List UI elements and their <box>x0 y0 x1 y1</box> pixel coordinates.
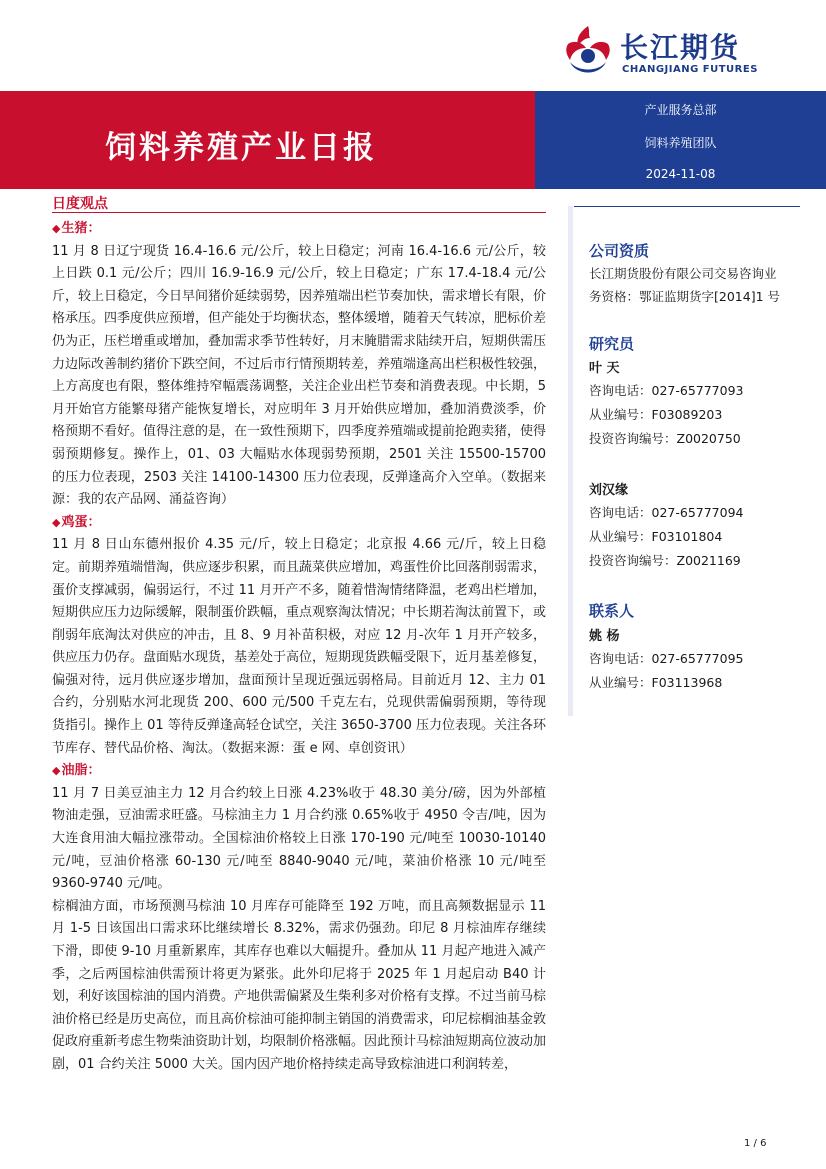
sidebar-top-rule <box>574 206 800 207</box>
report-date: 2024-11-08 <box>645 167 716 181</box>
contact-heading: 联系人 <box>589 602 635 620</box>
paragraph-pig: 11 月 8 日辽宁现货 16.4-16.6 元/公斤，较上日稳定；河南 16.4-16.6 元/公斤，较上日跌 0.1 元/公斤；四川 16.9-16.9 元/公斤，较上日稳定；广东 17.4-18.4 元/公斤，较上日稳定，今日早间猪价延续弱势，因养殖端出栏节奏加快，需求增长有限，价格承压。四季度供应预增，但产能处于均衡状态，整体缓增，随着天气转凉，肥标价差仍为正，压栏增重或增加，叠加需求季节性转好，月末腌腊需求陆续开启，短期供需压力边际改善制约猪价下跌空间，不过后市行情预期转差，养殖端逢高出栏积极性较强，上方高度也有限，整体维持窄幅震荡调整，关注企业出栏节奏和消费表现。中长期，5 月开始官方能繁母猪产能恢复增长，对应明年 3 月开始供应增加，叠加消费淡季，价格预期不看好。值得注意的是，在一致性预期下，四季度养殖端或提前抢跑卖猪，使得弱预期修复。操作上，01、03 大幅贴水体现弱势预期，2501 关注 15500-15700 的压力位表现，2503 关注 14100-14300 压力位表现，反弹逢高介入空单。（数据来源：我的农产品网、涌益咨询） <box>52 243 547 508</box>
page-number: 1 / 6 <box>744 1138 767 1149</box>
diamond-bullet-icon: ◆ <box>52 764 61 778</box>
diamond-bullet-icon: ◆ <box>52 515 61 529</box>
researcher-1-name: 叶 天 <box>589 361 620 376</box>
qualification-line-2: 务资格：鄂证监期货字[2014]1 号 <box>589 289 780 304</box>
paragraph-oil-1: 11 月 7 日美豆油主力 12 月合约较上日涨 4.23%收于 48.30 美分/磅，因为外部植物油走强，豆油需求旺盛。马棕油主力 1 月合约涨 0.65%收于 4950 令吉/吨，因为大连食用油大幅拉涨带动。全国棕油价格较上日涨 170-190 元/吨至 10030-10140 元/吨，豆油价格涨 60-130 元/吨至 8840-9040 元/吨，菜油价格涨 10 元/吨至 9360-9740 元/吨。 <box>52 785 546 892</box>
contact-1-name: 姚 杨 <box>589 629 620 644</box>
researcher-2-phone: 咨询电话：027-65777094 <box>589 505 744 520</box>
contact-1-phone: 咨询电话：027-65777095 <box>589 651 744 666</box>
researcher-1-phone: 咨询电话：027-65777093 <box>589 383 744 398</box>
qualification-line-1: 长江期货股份有限公司交易咨询业 <box>589 266 777 281</box>
researcher-1-invest-no: 投资咨询编号：Z0020750 <box>589 431 741 446</box>
company-name-cn: 长江期货 <box>620 31 741 64</box>
info-banner <box>535 91 826 189</box>
researcher-2-practice-no: 从业编号：F03101804 <box>589 529 723 544</box>
paragraph-egg: 11 月 8 日山东德州报价 4.35 元/斤，较上日稳定；北京报 4.66 元/斤，较上日稳定。前期养殖端惜淘，供应逐步积累，而且蔬菜供应增加，鸡蛋性价比回落削弱需求，蛋价支撑减弱，偏弱运行，不过 11 月开产不多，随着惜淘情绪降温，老鸡出栏增加，短期供应压力边际缓解，限制蛋价跌幅，重点观察淘汰情况；中长期若淘汰前置下，或削弱年底淘汰对供应的冲击，且 8、9 月补苗积极，对应 12 月-次年 1 月开产较多，供应压力仍存。盘面贴水现货，基差处于高位，短期现货跌幅受限下，近月基差修复，偏强对待，远月供应逐步增加，盘面预计呈现近强远弱格局。目前近月 12、主力 01 合约，分别贴水河北现货 200、600 元/500 千克左右，兑现供需偏弱预期，等待现货指引。操作上 01 等待反弹逢高轻仓试空，关注 3650-3700 压力位表现。关注各环节库存、替代品价格、淘汰。（数据来源：蛋 e 网、卓创资讯） <box>52 537 547 756</box>
company-logo <box>560 22 790 82</box>
subheading-egg: ◆鸡蛋： <box>52 514 101 530</box>
subheading-oil: ◆油脂： <box>52 763 101 779</box>
researcher-2-invest-no: 投资咨询编号：Z0021169 <box>589 553 741 568</box>
logo-emblem-icon <box>560 22 616 80</box>
qualification-heading: 公司资质 <box>589 242 650 260</box>
main-content <box>52 218 546 1077</box>
diamond-bullet-icon: ◆ <box>52 222 61 235</box>
department-label: 产业服务总部 <box>644 103 717 117</box>
team-label: 饲料养殖团队 <box>644 136 717 150</box>
paragraph-oil-2: 棕榈油方面，市场预测马棕油 10 月库存可能降至 192 万吨，而且高频数据显示 11 月 1-5 日该国出口需求环比继续增长 8.32%，需求仍强劲。印尼 8 月棕油库存继续下滑，即使 9-10 月重新累库，其库存也难以大幅提升。叠加从 11 月起产地进入减产季，之后两国棕油供需预计将更为紧张。此外印尼将于 2025 年 1 月起启动 B40 计划，利好该国棕油的国内消费。产地供需偏紧及生柴利多对价格有支撑。不过当前马棕油价格已经是历史高位，而且高价棕油可能抑制主销国的消费需求，印尼棕榈油基金敦促政府重新考虑生物柴油资助计划，均限制价格涨幅。因此预计马棕油短期高位波动加剧，01 合约关注 5000 大关。国内因产地价格持续走高导致棕油进口利润转差， <box>52 898 547 1072</box>
report-title: 饲料养殖产业日报 <box>105 130 377 166</box>
section-divider <box>52 212 546 213</box>
researcher-1-practice-no: 从业编号：F03089203 <box>589 407 723 422</box>
contact-1-practice-no: 从业编号：F03113968 <box>589 675 723 690</box>
sidebar-accent-bar <box>568 206 573 716</box>
researcher-2-name: 刘汉缘 <box>589 483 629 498</box>
subheading-pig: ◆生猪： <box>52 221 101 236</box>
company-name-en: CHANGJIANG FUTURES <box>622 64 758 75</box>
section-title-daily-view: 日度观点 <box>52 196 108 212</box>
researcher-heading: 研究员 <box>589 335 635 353</box>
